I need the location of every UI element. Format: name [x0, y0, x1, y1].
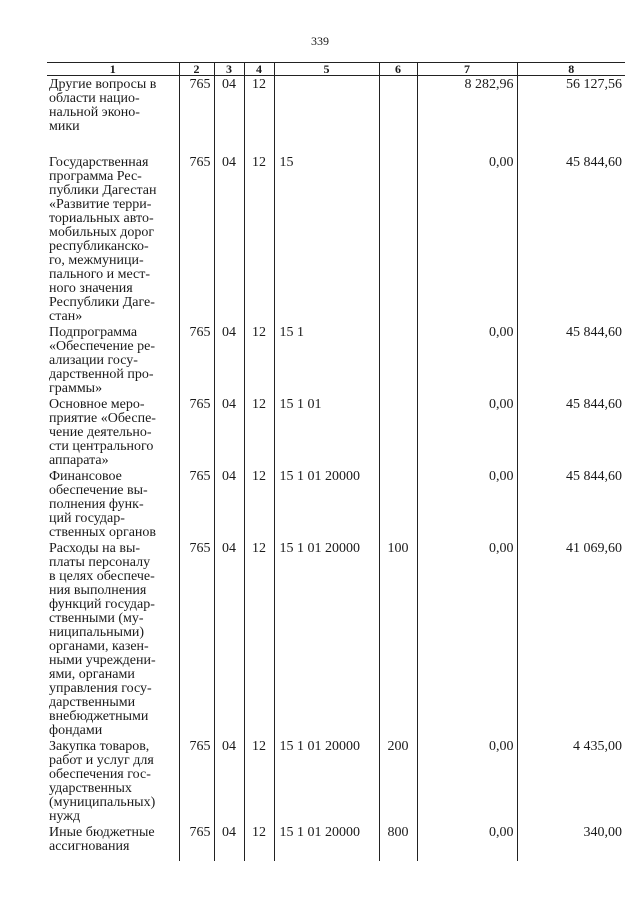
row-ministry-code: 765	[179, 154, 214, 324]
header-col-8: 8	[517, 63, 625, 76]
row-name: Иные бюджетные ассигнования	[49, 825, 155, 854]
table-row	[47, 468, 625, 540]
row-amount-8: 4 435,00	[517, 738, 625, 824]
row-subsection-code: 12	[244, 76, 274, 155]
row-name: Подпрограмма «Обеспечение ре- ализации госу- дарственной про- граммы»	[49, 325, 156, 396]
row-subsection-code: 12	[244, 738, 274, 824]
row-ministry-code: 765	[179, 540, 214, 738]
row-target-code: 15	[274, 154, 379, 324]
row-target-code: 15 1 01	[274, 396, 379, 468]
row-expense-type	[379, 154, 417, 324]
row-amount-8: 56 127,56	[517, 76, 625, 155]
row-ministry-code: 765	[179, 324, 214, 396]
table-row	[47, 540, 625, 738]
row-ministry-code: 765	[179, 824, 214, 861]
row-amount-8: 45 844,60	[517, 468, 625, 540]
row-expense-type: 800	[379, 824, 417, 861]
row-ministry-code: 765	[179, 396, 214, 468]
row-section-code: 04	[214, 540, 244, 738]
row-section-code: 04	[214, 324, 244, 396]
row-ministry-code: 765	[179, 76, 214, 155]
row-ministry-code: 765	[179, 738, 214, 824]
row-target-code: 15 1 01 20000	[274, 824, 379, 861]
row-amount-7: 0,00	[417, 824, 517, 861]
row-subsection-code: 12	[244, 324, 274, 396]
table-row	[47, 824, 625, 861]
row-name: Другие вопросы в области нацио- нальной эконо- мики	[49, 77, 157, 134]
row-subsection-code: 12	[244, 396, 274, 468]
row-section-code: 04	[214, 396, 244, 468]
table-row	[47, 324, 625, 396]
row-section-code: 04	[214, 76, 244, 155]
row-name: Закупка товаров, работ и услуг для обеспечения гос- ударственных (муниципальных) нужд	[49, 739, 156, 824]
header-col-4: 4	[244, 63, 274, 76]
header-col-1: 1	[47, 63, 179, 76]
row-amount-8: 340,00	[517, 824, 625, 861]
row-name: Государственная программа Рес- публики Дагестан «Развитие терри- ториальных авто- мобильных дорог республиканско- го, межмуници- пального и мест- ного значения Республики Даге- стан»	[49, 155, 157, 324]
row-expense-type: 200	[379, 738, 417, 824]
row-amount-7: 0,00	[417, 154, 517, 324]
row-expense-type	[379, 76, 417, 155]
table-row	[47, 396, 625, 468]
table-row	[47, 738, 625, 824]
row-name: Расходы на вы- платы персоналу в целях обеспече- ния выполнения функций государ- ственными (му- ниципальными) органами, казен- ными учреждени- ями, органами управления госу- дарственными внебюджетными фондами	[49, 541, 156, 738]
header-col-3: 3	[214, 63, 244, 76]
header-row	[47, 63, 625, 76]
budget-table	[47, 62, 625, 861]
row-amount-8: 41 069,60	[517, 540, 625, 738]
page-number: 339	[311, 34, 329, 48]
row-name: Финансовое обеспечение вы- полнения функ- ций государ- ственных органов	[49, 469, 157, 540]
row-target-code: 15 1 01 20000	[274, 738, 379, 824]
row-section-code: 04	[214, 468, 244, 540]
header-col-6: 6	[379, 63, 417, 76]
row-subsection-code: 12	[244, 468, 274, 540]
row-section-code: 04	[214, 738, 244, 824]
row-amount-7: 8 282,96	[417, 76, 517, 155]
row-amount-8: 45 844,60	[517, 154, 625, 324]
row-target-code	[274, 76, 379, 155]
row-target-code: 15 1 01 20000	[274, 540, 379, 738]
row-expense-type: 100	[379, 540, 417, 738]
row-target-code: 15 1	[274, 324, 379, 396]
header-col-7: 7	[417, 63, 517, 76]
row-amount-7: 0,00	[417, 396, 517, 468]
row-amount-8: 45 844,60	[517, 324, 625, 396]
header-col-2: 2	[179, 63, 214, 76]
header-col-5: 5	[274, 63, 379, 76]
table-row	[47, 76, 625, 155]
row-amount-7: 0,00	[417, 738, 517, 824]
row-amount-7: 0,00	[417, 324, 517, 396]
row-expense-type	[379, 468, 417, 540]
row-name: Основное меро- приятие «Обеспе- чение деятельно- сти центрального аппарата»	[49, 397, 156, 468]
row-amount-7: 0,00	[417, 540, 517, 738]
row-amount-8: 45 844,60	[517, 396, 625, 468]
row-subsection-code: 12	[244, 824, 274, 861]
row-section-code: 04	[214, 824, 244, 861]
row-amount-7: 0,00	[417, 468, 517, 540]
row-ministry-code: 765	[179, 468, 214, 540]
row-section-code: 04	[214, 154, 244, 324]
table-row	[47, 154, 625, 324]
row-expense-type	[379, 396, 417, 468]
row-expense-type	[379, 324, 417, 396]
row-subsection-code: 12	[244, 154, 274, 324]
row-subsection-code: 12	[244, 540, 274, 738]
row-target-code: 15 1 01 20000	[274, 468, 379, 540]
